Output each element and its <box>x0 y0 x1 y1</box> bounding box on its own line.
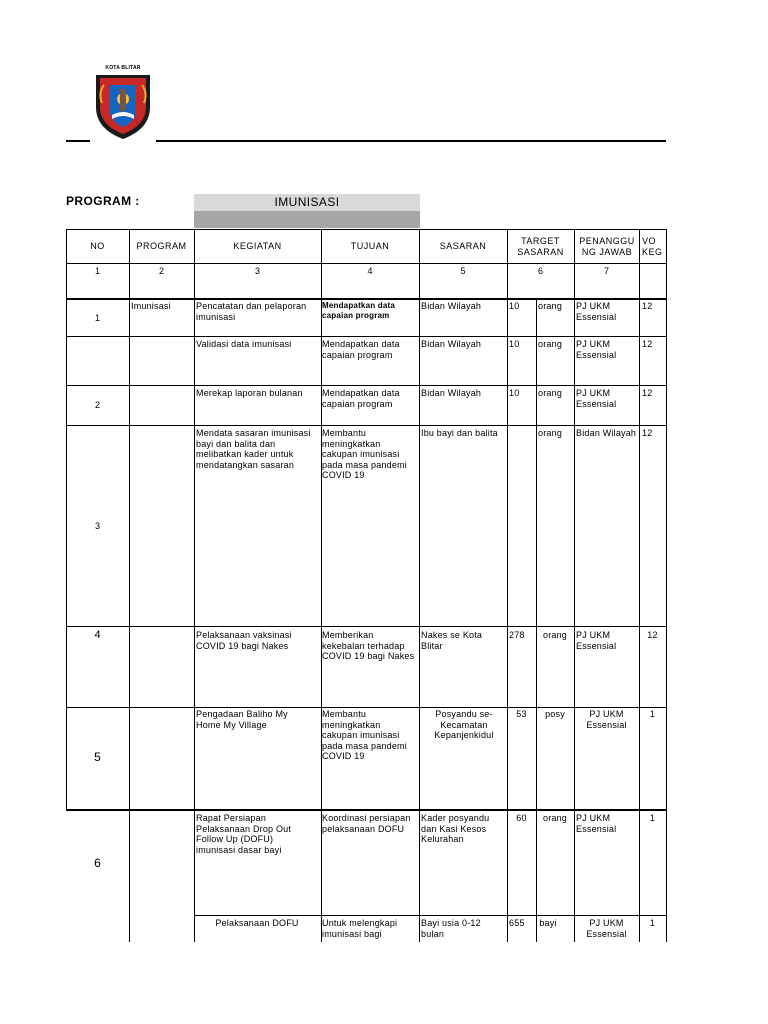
row-unit: orang <box>538 388 563 398</box>
grid-line <box>66 707 666 708</box>
row-sasaran: Bidan Wilayah <box>421 301 482 311</box>
row-volume: 12 <box>642 428 653 438</box>
row-number: 4 <box>94 629 101 641</box>
row-kegiatan: Pencatatan dan pelaporan imunisasi <box>196 301 307 322</box>
row-kegiatan: Pelaksanaan DOFU <box>215 918 299 928</box>
row-kegiatan: Mendata sasaran imunisasi bayi dan balita dan melibatkan kader untuk mendatangkan sasaran <box>196 428 311 470</box>
col-header-no: NO <box>90 241 105 251</box>
row-tujuan: Koordinasi persiapan pelaksanaan DOFU <box>322 813 411 834</box>
row-tujuan: Mendapatkan data capaian program <box>322 388 400 409</box>
col-number: 1 <box>94 266 100 276</box>
row-unit: orang <box>538 301 563 311</box>
grid-line <box>66 263 666 264</box>
grid-line <box>66 626 666 627</box>
row-sasaran: Kader posyandu dan Kasi Kesos Kelurahan <box>421 813 490 844</box>
row-pj: PJ UKM Essensial <box>576 301 617 322</box>
row-target: 10 <box>509 301 520 311</box>
col-number: 2 <box>158 266 164 276</box>
row-number: 5 <box>94 750 101 764</box>
row-sasaran: Posyandu se-Kecamatan Kepanjenkidul <box>434 709 494 740</box>
row-sasaran: Bidan Wilayah <box>421 339 482 349</box>
kota-blitar-logo <box>90 63 156 141</box>
col-header-tujuan: TUJUAN <box>350 241 390 251</box>
row-tujuan: Memberikan kekebalan terhadap COVID 19 bagi Nakes <box>322 630 415 661</box>
row-sasaran: Nakes se Kota Blitar <box>421 630 483 651</box>
row-volume: 12 <box>642 301 653 311</box>
row-target: 53 <box>516 709 527 719</box>
row-kegiatan: Pengadaan Baliho My Home My Village <box>196 709 288 730</box>
row-number: 2 <box>94 400 100 410</box>
row-pj: PJ UKM Essensial <box>576 388 617 409</box>
col-number: 5 <box>460 266 466 276</box>
grid-line <box>666 229 667 942</box>
row-volume: 12 <box>647 630 658 640</box>
logo-text: KOTA BLITAR <box>105 65 141 71</box>
row-unit: orang <box>538 339 563 349</box>
row-target: 10 <box>509 388 520 398</box>
col-header-volume: VO KEG <box>642 236 663 257</box>
row-kegiatan: Validasi data imunisasi <box>196 339 292 349</box>
grid-line <box>66 385 666 386</box>
row-kegiatan: Pelaksanaan vaksinasi COVID 19 bagi Nakes <box>196 630 292 651</box>
col-number: 7 <box>603 266 609 276</box>
row-target: 278 <box>509 630 525 640</box>
row-target: 10 <box>509 339 520 349</box>
row-kegiatan: Merekap laporan bulanan <box>196 388 303 398</box>
col-number: 4 <box>367 266 373 276</box>
row-target: 60 <box>516 813 527 823</box>
col-number: 3 <box>254 266 260 276</box>
row-unit: bayi <box>539 918 557 928</box>
row-volume: 12 <box>642 339 653 349</box>
col-header-target-sasaran: TARGET SASARAN <box>517 236 564 257</box>
col-header-penanggung-jawab: PENANGGU NG JAWAB <box>579 236 635 257</box>
row-volume: 12 <box>642 388 653 398</box>
row-sasaran: Bidan Wilayah <box>421 388 482 398</box>
grid-line <box>536 298 537 942</box>
program-label: PROGRAM : <box>66 194 140 208</box>
row-tujuan: Mendapatkan data capaian program <box>322 301 395 320</box>
grid-line <box>66 298 666 300</box>
row-tujuan: Membantu meningkatkan cakupan imunisasi pada masa pandemi COVID 19 <box>322 428 407 480</box>
row-number: 3 <box>94 521 100 531</box>
row-pj: Bidan Wilayah <box>576 428 637 438</box>
row-unit: posy <box>545 709 565 719</box>
header-rule-left <box>66 140 90 142</box>
row-program: Imunisasi <box>131 301 171 311</box>
row-number: 6 <box>94 856 101 870</box>
row-pj: PJ UKM Essensial <box>586 709 627 730</box>
row-sasaran: Ibu bayi dan balita <box>421 428 498 438</box>
row-unit: orang <box>542 813 568 823</box>
row-unit: orang <box>538 428 563 438</box>
row-volume: 1 <box>649 709 656 719</box>
grid-line <box>66 425 666 426</box>
row-pj: PJ UKM Essensial <box>576 630 617 651</box>
row-kegiatan: Rapat Persiapan Pelaksanaan Drop Out Follow Up (DOFU) imunisasi dasar bayi <box>196 813 292 855</box>
row-tujuan: Membantu meningkatkan cakupan imunisasi pada masa pandemi COVID 19 <box>322 709 407 761</box>
row-unit: orang <box>542 630 568 640</box>
row-tujuan: Mendapatkan data capaian program <box>322 339 400 360</box>
grid-line <box>66 229 666 230</box>
row-tujuan: Untuk melengkapi imunisasi bagi <box>322 918 398 939</box>
header-rule-right <box>156 140 666 142</box>
row-pj: PJ UKM Essensial <box>576 813 617 834</box>
row-number: 1 <box>94 313 100 323</box>
grid-line <box>194 915 666 916</box>
col-header-kegiatan: KEGIATAN <box>233 241 282 251</box>
row-volume: 1 <box>649 813 656 823</box>
row-target: 655 <box>509 918 525 928</box>
row-pj: PJ UKM Essensial <box>576 339 617 360</box>
grid-line <box>66 809 666 811</box>
grid-line <box>66 336 666 337</box>
col-header-program: PROGRAM <box>136 241 187 251</box>
col-number: 6 <box>537 266 543 276</box>
program-value-shade <box>194 211 420 228</box>
row-volume: 1 <box>649 918 656 928</box>
program-value: IMUNISASI <box>194 194 420 211</box>
col-header-sasaran: SASARAN <box>439 241 487 251</box>
row-pj: PJ UKM Essensial <box>586 918 627 939</box>
row-sasaran: Bayi usia 0-12 bulan <box>421 918 481 939</box>
